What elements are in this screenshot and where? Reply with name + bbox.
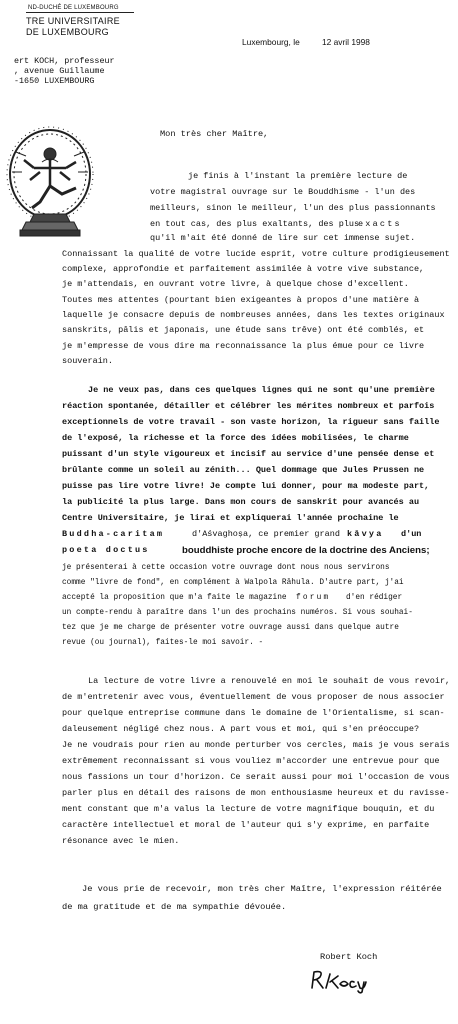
p2-buddhacaritam: Buddha-caritam: [62, 529, 165, 539]
p2c-line-3b: d'en rédiger: [346, 594, 403, 602]
p1-line-10: laquelle je consacre depuis de nombreuses années, dans les textes originaux: [62, 310, 445, 320]
p2c-line-4: un compte-rendu à paraître dans l'un des prochains numéros. Si vous souhai-: [62, 609, 413, 617]
p1-line-4a: en tout cas, des plus exaltants, des plus: [150, 219, 360, 229]
p1-line-6: Connaissant la qualité de votre lucide esprit, votre culture prodigieusement: [62, 249, 450, 259]
closing-line-2: de ma gratitude et de ma sympathie dévouée.: [62, 902, 287, 912]
letterhead-country: ND-DUCHÉ DE LUXEMBOURG: [28, 5, 119, 11]
p1-line-2: votre magistral ouvrage sur le Bouddhisme - l'un des: [150, 187, 416, 197]
p2-kavya: kāvya: [347, 529, 384, 539]
p1-line-8: je m'attendais, en ouvrant votre livre, à quelque chose d'excellent.: [62, 279, 409, 289]
p3-line-2: de m'entretenir avec vous, éventuellement de vous proposer de nous associer: [62, 692, 445, 702]
sender-city: -1650 LUXEMBOURG: [14, 76, 95, 86]
p2-line-9: Centre Universitaire, je lirai et expliquerai l'année prochaine le: [62, 513, 399, 523]
p1-line-13: souverain.: [62, 356, 114, 366]
p1-line-12: je m'empresse de vous dire ma reconnaissance la plus émue pour ce livre: [62, 341, 425, 351]
p1-line-11: sanskrits, pâlis et japonais, une étude sans trêve) ont été comblés, et: [62, 325, 425, 335]
salutation: Mon très cher Maître,: [160, 129, 269, 139]
p3-line-7: nous fassions un tour d'horizon. Ce serait aussi pour moi l'occasion de vous: [62, 772, 450, 782]
p3-line-3: pour quelque entreprise commune dans le domaine de l'Orientalisme, si scan-: [62, 708, 445, 718]
p3-line-10: caractère intellectuel et moral de l'auteur qui s'y exprime, en parfaite: [62, 820, 430, 830]
dateline-date: 12 avril 1998: [322, 37, 370, 47]
p2-line-5: puissant d'un style vigoureux et incisif au service d'une pensée dense et: [62, 449, 435, 459]
p1-line-3: meilleurs, sinon le meilleur, l'un des plus passionnants: [150, 203, 436, 213]
p1-line-7: complexe, approfondie et parfaitement assimilée à votre vive substance,: [62, 264, 425, 274]
p3-line-8: parler plus en détail des raisons de mon enthousiasme heureux et du ravisse-: [62, 788, 450, 798]
p2c-line-2: comme "livre de fond", en complément à Walpola Rāhula. D'autre part, j'ai: [62, 579, 404, 587]
letterhead-institution-2: DE LUXEMBOURG: [26, 27, 109, 37]
letterhead-rule: [26, 12, 134, 13]
p2-poeta-doctus: poeta doctus: [62, 545, 150, 555]
dateline-place: Luxembourg, le: [242, 37, 300, 47]
p3-line-6: extrêmement reconnaissant si vous vouliez m'accorder une entrevue pour que: [62, 756, 440, 766]
p2-line-1: Je ne veux pas, dans ces quelques lignes qui ne sont qu'une première: [88, 385, 435, 395]
p3-line-11: résonance avec le mien.: [62, 836, 180, 846]
p2-line-7: puisse pas lire votre livre! Je compte lui donner, pour ma modeste part,: [62, 481, 430, 491]
p2-line-8: la publicité la plus large. Dans mon cours de sanskrit pour avancés au: [62, 497, 420, 507]
p1-line-9: Toutes mes attentes (pourtant bien exigeantes à propos d'une matière à: [62, 295, 420, 305]
signature-name: Robert Koch: [320, 952, 378, 962]
p2-line-3: exceptionnels de votre travail - son vaste horizon, la rigueur sans faille: [62, 417, 440, 427]
sender-name: ert KOCH, professeur: [14, 56, 115, 66]
p2-asvaghosa: d'Aśvaghoṣa, ce premier grand: [192, 529, 340, 539]
closing-line-1: Je vous prie de recevoir, mon très cher Maître, l'expression réitérée: [82, 884, 442, 894]
p2c-forum: forum: [296, 594, 331, 602]
p1-line-1: je finis à l'instant la première lecture de: [188, 171, 408, 181]
p2-line-6: brûlante comme un soleil au zénith... Quel dommage que Jules Prussen ne: [62, 465, 425, 475]
p3-line-5: Je ne voudrais pour rien au monde perturber vos cercles, mais je vous serais: [62, 740, 450, 750]
p3-line-1: La lecture de votre livre a renouvelé en moi le souhait de vous revoir,: [88, 676, 451, 686]
p2-line-4: de l'exposé, la richesse et la force des idées mobilisées, le charme: [62, 433, 409, 443]
p1-line-5: qu'il m'ait été donné de lire sur cet immense sujet.: [150, 233, 416, 243]
p3-line-9: ment constant que m'a valus la lecture de votre magnifique bouquin, et du: [62, 804, 435, 814]
p2c-line-1: je présenterai à cette occasion votre ouvrage dont nous nous servirons: [62, 564, 390, 572]
p2-rest: bouddhiste proche encore de la doctrine des Anciens;: [182, 545, 430, 556]
nataraja-illustration: [4, 122, 96, 240]
p2c-line-6: revue (ou journal), faites-le moi savoir. -: [62, 639, 264, 647]
handwritten-signature: [308, 968, 378, 994]
p1-line-4b: exacts: [358, 219, 402, 229]
p3-line-4: daleusement négligé chez nous. A part vous et moi, qui s'en préoccupe?: [62, 724, 420, 734]
p2c-line-5: tez que je me charge de présenter votre ouvrage aussi dans quelque autre: [62, 624, 399, 632]
p2-line-2: réaction spontanée, détailler et célébrer les mérites nombreux et parfois: [62, 401, 435, 411]
p2c-line-3a: accepté la proposition que m'a faite le magazine: [62, 594, 287, 602]
sender-street: , avenue Guillaume: [14, 66, 105, 76]
letterhead-institution-1: TRE UNIVERSITAIRE: [26, 16, 120, 26]
p2-dun: d'un: [401, 529, 422, 539]
